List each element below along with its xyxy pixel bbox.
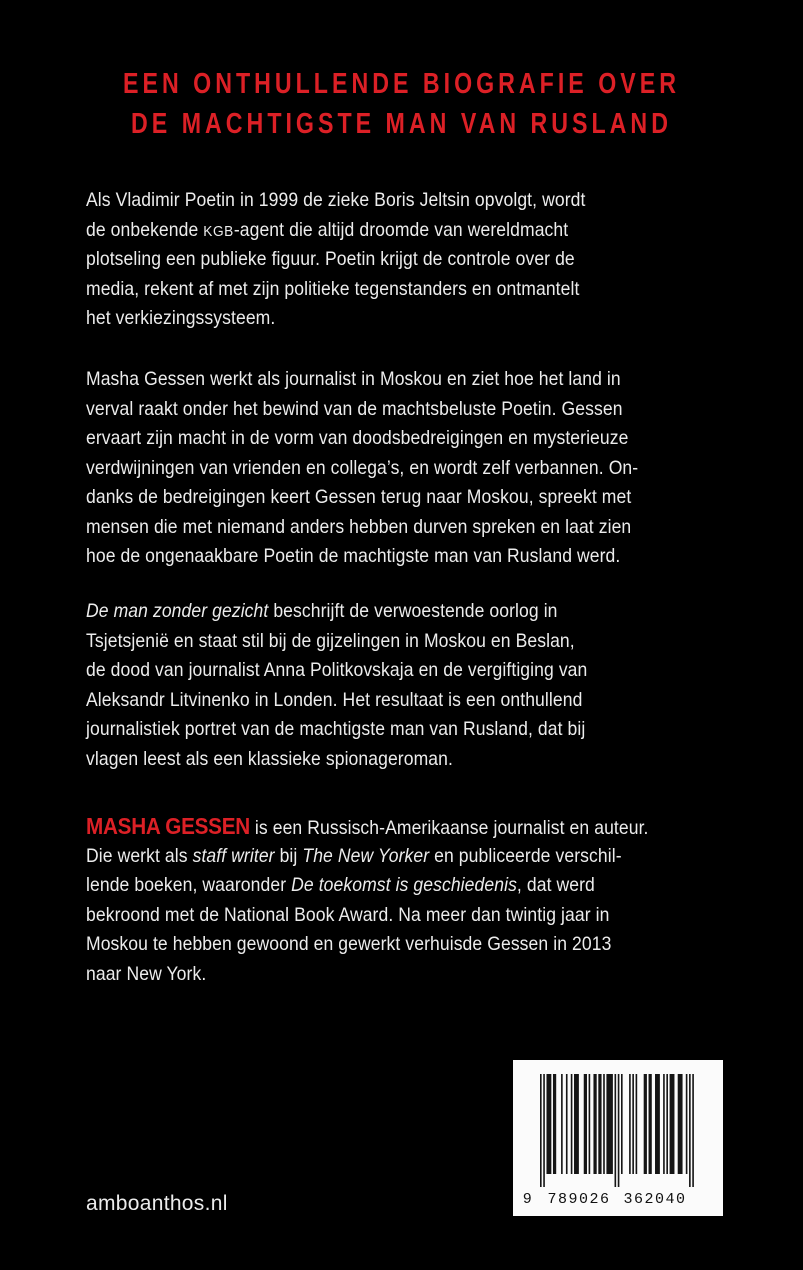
text-line: verval raakt onder het bewind van de machtsbeluste Poetin. Gessen	[86, 397, 623, 420]
text-line: de dood van journalist Anna Politkovskaja en de vergiftiging van	[86, 659, 588, 681]
barcode-bar	[571, 1074, 573, 1174]
text-line: het verkiezingssysteem.	[86, 307, 276, 329]
barcode-bar	[629, 1074, 631, 1174]
barcode-bar	[666, 1074, 668, 1174]
paragraph-4	[86, 812, 752, 989]
text-line: plotseling een publieke figuur. Poetin krijgt de controle over de	[86, 248, 575, 270]
text-line: danks de bedreigingen keert Gessen terug naar Moskou, spreekt met	[86, 486, 632, 508]
text-line: Die werkt als staff writer bij The New Yorker en publiceerde verschil-	[86, 844, 622, 867]
barcode-digits: 362040	[623, 1191, 687, 1208]
barcode-bar	[593, 1074, 596, 1174]
barcode-bar	[644, 1074, 647, 1174]
ean13-barcode	[519, 1074, 699, 1210]
italic-title: staff writer	[192, 844, 275, 867]
paragraph-3	[86, 597, 752, 774]
tagline-line-1: EEN ONTHULLENDE BIOGRAFIE OVER	[123, 68, 680, 100]
italic-title: De man zonder gezicht	[86, 600, 269, 622]
text-line: media, rekent af met zijn politieke tegenstanders en ontmantelt	[86, 277, 580, 300]
barcode-bar	[566, 1074, 568, 1174]
barcode-bar	[621, 1074, 623, 1174]
barcode-bar	[663, 1074, 665, 1174]
text-line: Als Vladimir Poetin in 1999 de zieke Boris Jeltsin opvolgt, wordt	[86, 189, 586, 211]
barcode-bar	[546, 1074, 551, 1174]
barcode-bar	[670, 1074, 675, 1174]
text-line: ervaart zijn macht in de vorm van doodsbedreigingen en mysterieuze	[86, 427, 629, 449]
cover-tagline	[80, 64, 722, 144]
barcode-bar	[618, 1074, 620, 1187]
paragraph-1	[86, 186, 752, 334]
text-line: Tsjetsjenië en staat stil bij de gijzelingen in Moskou en Beslan,	[86, 629, 575, 652]
barcode-bar	[553, 1074, 556, 1174]
italic-title: The New Yorker	[302, 844, 430, 867]
small-caps: KGB	[203, 222, 234, 240]
text-line: Aleksandr Litvinenko in Londen. Het resultaat is een onthullend	[86, 688, 583, 711]
tagline-line-2: DE MACHTIGSTE MAN VAN RUSLAND	[131, 108, 672, 140]
barcode-bar	[632, 1074, 634, 1174]
text-line: bekroond met de National Book Award. Na meer dan twintig jaar in	[86, 903, 610, 926]
barcode-bar	[655, 1074, 660, 1174]
text-line: vlagen leest als een klassieke spionageroman.	[86, 747, 453, 770]
barcode-bar	[540, 1074, 542, 1187]
text-line: lende boeken, waaronder De toekomst is geschiedenis, dat werd	[86, 874, 595, 896]
barcode-bar	[574, 1074, 579, 1174]
barcode-panel	[513, 1060, 723, 1216]
text-line: de onbekende KGB-agent die altijd droomde van wereldmacht	[86, 218, 569, 241]
text-line: hoe de ongenaakbare Poetin de machtigste man van Rusland werd.	[86, 545, 621, 567]
barcode-bar	[606, 1074, 612, 1174]
text-line: Masha Gessen werkt als journalist in Moskou en ziet hoe het land in	[86, 368, 621, 390]
barcode-bar	[636, 1074, 638, 1174]
barcode-digits: 789026	[547, 1191, 611, 1208]
barcode-bar	[598, 1074, 601, 1174]
barcode-digits: 9	[522, 1191, 534, 1208]
author-name: MASHA GESSEN	[86, 813, 250, 839]
barcode-bar	[649, 1074, 652, 1174]
barcode-bar	[603, 1074, 605, 1174]
barcode-bar	[561, 1074, 563, 1174]
text-line: journalistiek portret van de machtigste man van Rusland, dat bij	[86, 718, 586, 740]
barcode-bar	[692, 1074, 694, 1187]
barcode-bar	[584, 1074, 587, 1174]
italic-title: De toekomst is geschiedenis	[291, 874, 517, 896]
barcode-bar	[678, 1074, 683, 1174]
barcode-bar	[543, 1074, 545, 1187]
paragraph-2	[86, 365, 752, 572]
publisher-website: amboanthos.nl	[86, 1192, 228, 1215]
text-line: Moskou te hebben gewoond en gewerkt verhuisde Gessen in 2013	[86, 933, 612, 955]
text-line: De man zonder gezicht beschrijft de verwoestende oorlog in	[86, 600, 558, 622]
barcode-bar	[686, 1074, 688, 1174]
barcode-bar	[689, 1074, 691, 1187]
text-line: naar New York.	[86, 962, 207, 985]
text-line: mensen die met niemand anders hebben durven spreken en laat zien	[86, 515, 632, 538]
barcode-bar	[615, 1074, 617, 1187]
text-line: MASHA GESSEN is een Russisch-Amerikaanse journalist en auteur.	[86, 813, 649, 839]
text-line: verdwijningen van vrienden en collega’s, en wordt zelf verbannen. On-	[86, 456, 639, 479]
barcode-bar	[589, 1074, 591, 1174]
